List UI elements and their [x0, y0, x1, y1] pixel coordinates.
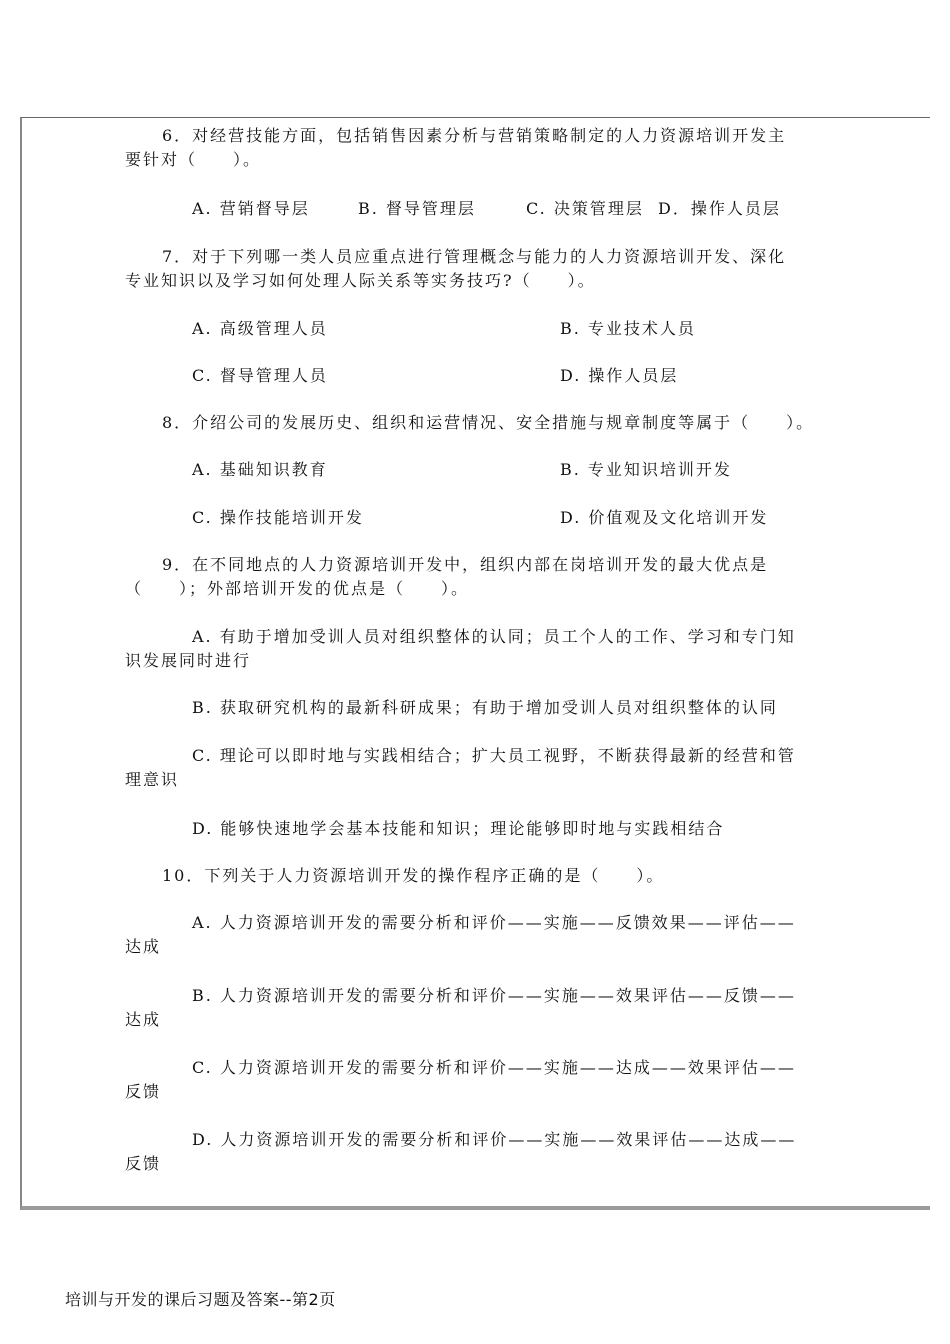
question-10-option-d-line-2: 反馈 [125, 1154, 162, 1173]
question-9-option-c [125, 744, 830, 792]
question-6-line-2: 要针对（ ）。 [125, 150, 262, 169]
question-7-option-a: A. 高级管理人员 [192, 319, 328, 338]
question-9-option-a-line-1: A. 有助于增加受训人员对组织整体的认同；员工个人的工作、学习和专门知 [192, 627, 796, 646]
question-10-option-d [125, 1128, 830, 1176]
question-9-option-d: D. 能够快速地学会基本技能和知识；理论能够即时地与实践相结合 [192, 819, 725, 838]
question-6 [125, 124, 830, 172]
question-9-option-c-line-2: 理意识 [125, 770, 180, 789]
question-10 [125, 864, 830, 888]
question-6-option-a: A. 营销督导层 [192, 199, 310, 218]
question-7-option-d: D. 操作人员层 [560, 366, 679, 385]
question-10-option-d-line-1: D. 人力资源培训开发的需要分析和评价——实施——效果评估——达成—— [192, 1130, 797, 1149]
question-8-option-c: C. 操作技能培训开发 [192, 508, 364, 527]
question-8-option-b: B. 专业知识培训开发 [560, 460, 732, 479]
question-10-option-b [125, 984, 830, 1032]
question-9-option-b: B. 获取研究机构的最新科研成果；有助于增加受训人员对组织整体的认同 [192, 698, 778, 717]
question-6-option-b: B. 督导管理层 [358, 199, 476, 218]
question-9 [125, 553, 830, 601]
question-10-option-c-line-1: C. 人力资源培训开发的需要分析和评价——实施——达成——效果评估—— [192, 1058, 796, 1077]
page-footer: 培训与开发的课后习题及答案--第2页 [65, 1290, 336, 1309]
question-8 [125, 411, 830, 435]
question-8-line-1: 8．介绍公司的发展历史、组织和运营情况、安全措施与规章制度等属于（ ）。 [162, 413, 815, 432]
question-10-option-a [125, 911, 830, 959]
question-10-option-c-line-2: 反馈 [125, 1082, 162, 1101]
question-9-line-1: 9．在不同地点的人力资源培训开发中，组织内部在岗培训开发的最大优点是 [162, 555, 769, 574]
question-7-option-c: C. 督导管理人员 [192, 366, 328, 385]
question-10-option-b-line-1: B. 人力资源培训开发的需要分析和评价——实施——效果评估——反馈—— [192, 986, 796, 1005]
question-8-option-d: D. 价值观及文化培训开发 [560, 508, 769, 527]
question-10-option-b-line-2: 达成 [125, 1010, 162, 1029]
question-6-option-c: C. 决策管理层 [526, 199, 644, 218]
question-9-option-c-line-1: C. 理论可以即时地与实践相结合；扩大员工视野，不断获得最新的经营和管 [192, 746, 796, 765]
question-6-line-1: 6．对经营技能方面，包括销售因素分析与营销策略制定的人力资源培训开发主 [162, 126, 787, 145]
question-9-option-a-line-2: 识发展同时进行 [125, 651, 252, 670]
question-7-line-2: 专业知识以及学习如何处理人际关系等实务技巧?（ ）。 [125, 271, 596, 290]
question-6-option-d: D．操作人员层 [658, 199, 781, 218]
question-7 [125, 245, 830, 293]
question-7-option-b: B. 专业技术人员 [560, 319, 696, 338]
question-9-line-2: （ ）；外部培训开发的优点是（ ）。 [125, 579, 470, 598]
question-7-line-1: 7．对于下列哪一类人员应重点进行管理概念与能力的人力资源培训开发、深化 [162, 247, 787, 266]
question-10-option-a-line-1: A. 人力资源培训开发的需要分析和评价——实施——反馈效果——评估—— [192, 913, 796, 932]
question-9-option-a [125, 625, 830, 673]
question-10-option-a-line-2: 达成 [125, 937, 162, 956]
question-10-option-c [125, 1056, 830, 1104]
question-10-line-1: 10．下列关于人力资源培训开发的操作程序正确的是（ ）。 [162, 866, 665, 885]
question-8-option-a: A. 基础知识教育 [192, 460, 328, 479]
